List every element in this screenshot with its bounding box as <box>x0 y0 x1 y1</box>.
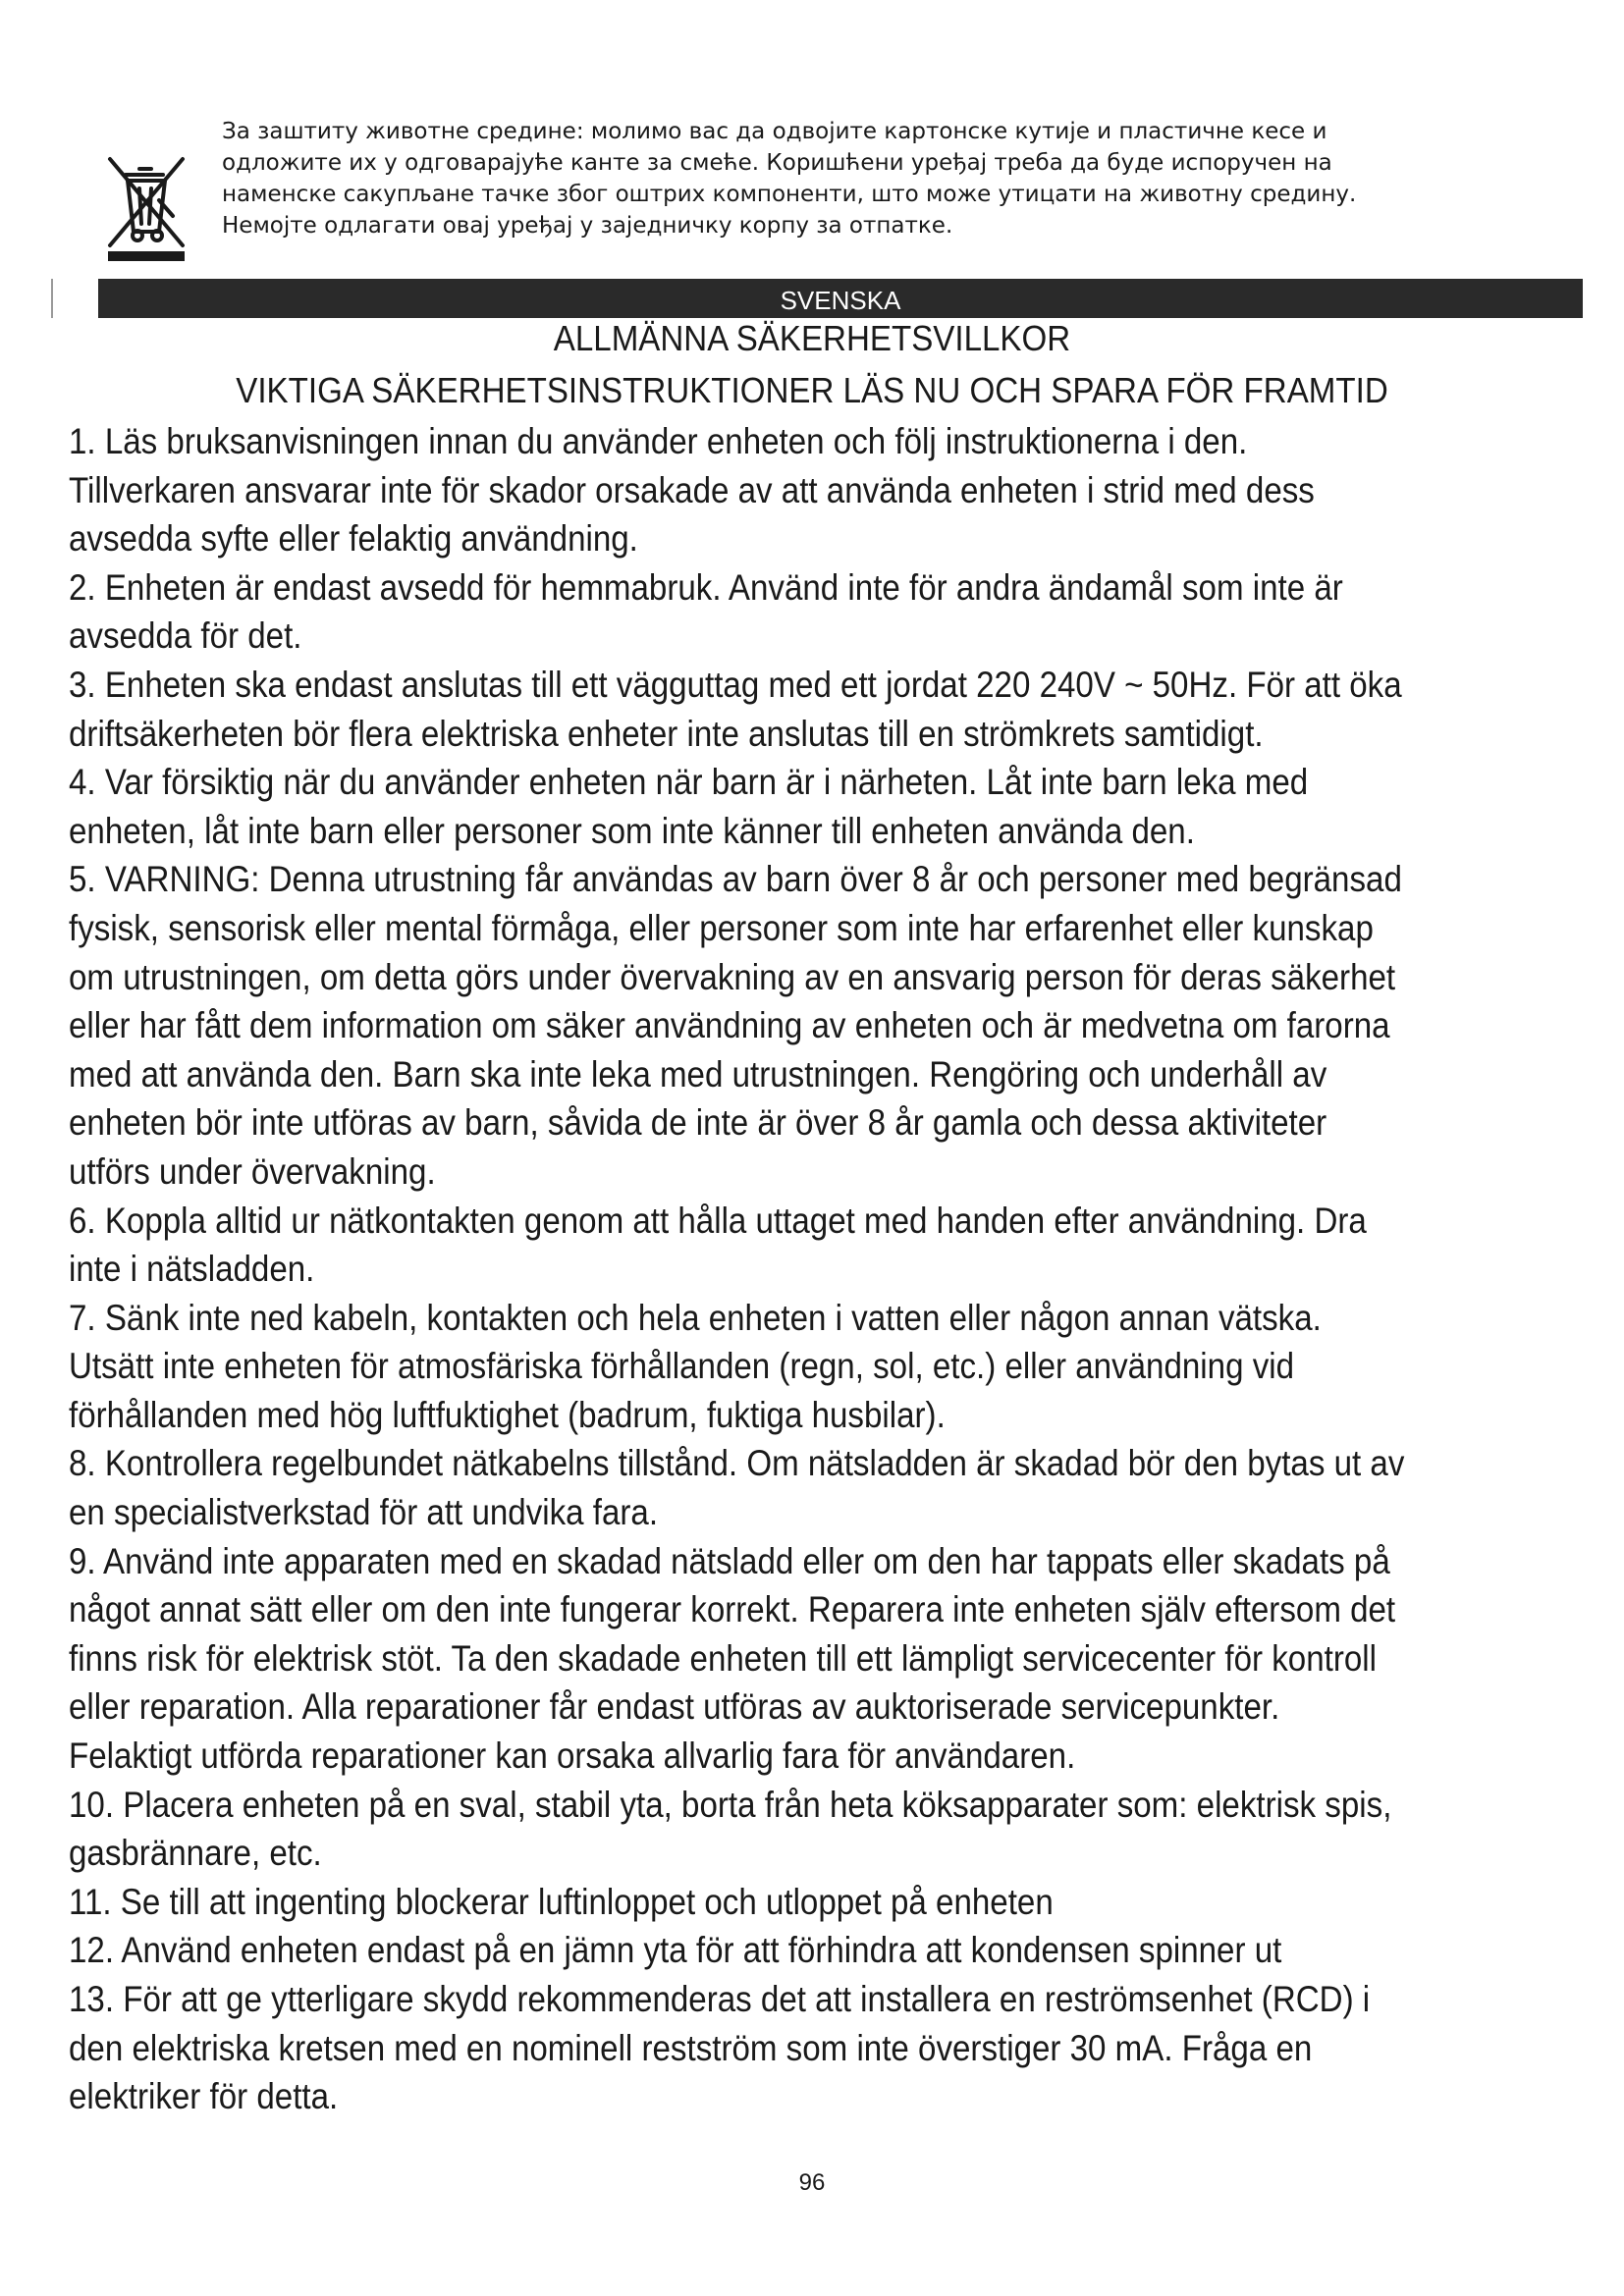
instruction-line: fysisk, sensorisk eller mental förmåga, eller personer som inte har erfarenhet eller kunskap <box>69 907 1374 948</box>
instruction-line: eller har fått dem information om säker användning av enheten och är medvetna om farorna <box>69 1005 1390 1046</box>
safety-instructions <box>69 417 1466 2121</box>
instruction-line: Utsätt inte enheten för atmosfäriska förhållanden (regn, sol, etc.) eller användning vid <box>69 1346 1295 1387</box>
language-label: SVENSKA <box>780 286 901 315</box>
instruction-line: 4. Var försiktig när du använder enheten när barn är i närheten. Låt inte barn leka med <box>69 762 1309 803</box>
instruction-line: förhållanden med hög luftfuktighet (badrum, fuktiga husbilar). <box>69 1394 946 1435</box>
environment-notice <box>98 116 1551 273</box>
section-subtitle: VIKTIGA SÄKERHETSINSTRUKTIONER LÄS NU OCH SPARA FÖR FRAMTID <box>236 370 1388 410</box>
notice-line: Немојте одлагати овај уређај у заједничку корпу за отпатке. <box>222 213 953 239</box>
instruction-line: den elektriska kretsen med en nominell restström som inte överstiger 30 mA. Fråga en <box>69 2027 1313 2068</box>
instruction-line: 11. Se till att ingenting blockerar luftinloppet och utloppet på enheten <box>69 1881 1054 1922</box>
instruction-line: något annat sätt eller om den inte fungerar korrekt. Reparera inte enheten själv eftersom det <box>69 1589 1396 1630</box>
instruction-line: 7. Sänk inte ned kabeln, kontakten och hela enheten i vatten eller någon annan vätska. <box>69 1297 1322 1338</box>
instruction-line: 9. Använd inte apparaten med en skadad nätsladd eller om den har tappats eller skadats på <box>69 1540 1390 1581</box>
environment-notice-text <box>222 116 1557 241</box>
instruction-line: enheten, låt inte barn eller personer som inte känner till enheten använda den. <box>69 810 1195 851</box>
instruction-line: eller reparation. Alla reparationer får endast utföras av auktoriserade servicepunkter. <box>69 1686 1280 1728</box>
instruction-line: en specialistverkstad för att undvika fara. <box>69 1492 659 1533</box>
instruction-line: avsedda för det. <box>69 615 302 657</box>
instruction-line: Tillverkaren ansvarar inte för skador orsakade av att använda enheten i strid med dess <box>69 469 1315 510</box>
instruction-line: utförs under övervakning. <box>69 1150 436 1192</box>
instruction-line: 10. Placera enheten på en sval, stabil yta, borta från heta köksapparater som: elektrisk spis, <box>69 1784 1392 1825</box>
instruction-line: 6. Koppla alltid ur nätkontakten genom att hålla uttaget med handen efter användning. Dra <box>69 1200 1367 1241</box>
instruction-line: elektriker för detta. <box>69 2076 339 2117</box>
instruction-line: 13. För att ge ytterligare skydd rekommenderas det att installera en reströmsenhet (RCD) i <box>69 1979 1371 2019</box>
notice-line: одложите их у одговарајуће канте за смеће. Коришћени уређај треба да буде испоручен на <box>222 150 1332 176</box>
instruction-line: inte i nätsladden. <box>69 1249 315 1290</box>
instruction-line: driftsäkerheten bör flera elektriska enheter inte anslutas till en strömkrets samtidigt. <box>69 713 1264 754</box>
section-title: ALLMÄNNA SÄKERHETSVILLKOR <box>553 318 1071 358</box>
notice-line: наменске сакупљане тачке због оштрих компоненти, што може утицати на животну средину. <box>222 182 1357 207</box>
instruction-line: 5. VARNING: Denna utrustning får användas av barn över 8 år och personer med begränsad <box>69 859 1402 900</box>
notice-line: За заштиту животне средине: молимо вас да одвојите картонске кутије и пластичне кесе и <box>222 119 1327 144</box>
language-section-bar <box>98 279 1583 318</box>
instruction-line: avsedda syfte eller felaktig användning. <box>69 518 638 560</box>
instruction-line: 1. Läs bruksanvisningen innan du använder enheten och följ instruktionerna i den. <box>69 421 1248 461</box>
instruction-line: om utrustningen, om detta görs under övervakning av en ansvarig person för deras säkerhet <box>69 956 1396 997</box>
instruction-line: finns risk för elektrisk stöt. Ta den skadade enheten till ett lämpligt servicecenter för kontroll <box>69 1637 1377 1679</box>
instruction-line: 2. Enheten är endast avsedd för hemmabruk. Använd inte för andra ändamål som inte är <box>69 566 1343 608</box>
page-number: 96 <box>798 2169 826 2196</box>
margin-mark <box>51 279 53 318</box>
instruction-line: 12. Använd enheten endast på en jämn yta för att förhindra att kondensen spinner ut <box>69 1930 1282 1971</box>
instruction-line: 8. Kontrollera regelbundet nätkabelns tillstånd. Om nätsladden är skadad bör den bytas ut av <box>69 1443 1405 1484</box>
instruction-line: 3. Enheten ska endast anslutas till ett vägguttag med ett jordat 220 240V ~ 50Hz. För att öka <box>69 664 1402 705</box>
instruction-line: gasbrännare, etc. <box>69 1833 322 1874</box>
instruction-line: Felaktigt utförda reparationer kan orsaka allvarlig fara för användaren. <box>69 1735 1076 1777</box>
crossed-out-wheelie-bin-icon <box>98 155 196 263</box>
instruction-line: enheten bör inte utföras av barn, såvida de inte är över 8 år gamla och dessa aktiviteter <box>69 1102 1327 1144</box>
instruction-line: med att använda den. Barn ska inte leka med utrustningen. Rengöring och underhåll av <box>69 1053 1327 1095</box>
